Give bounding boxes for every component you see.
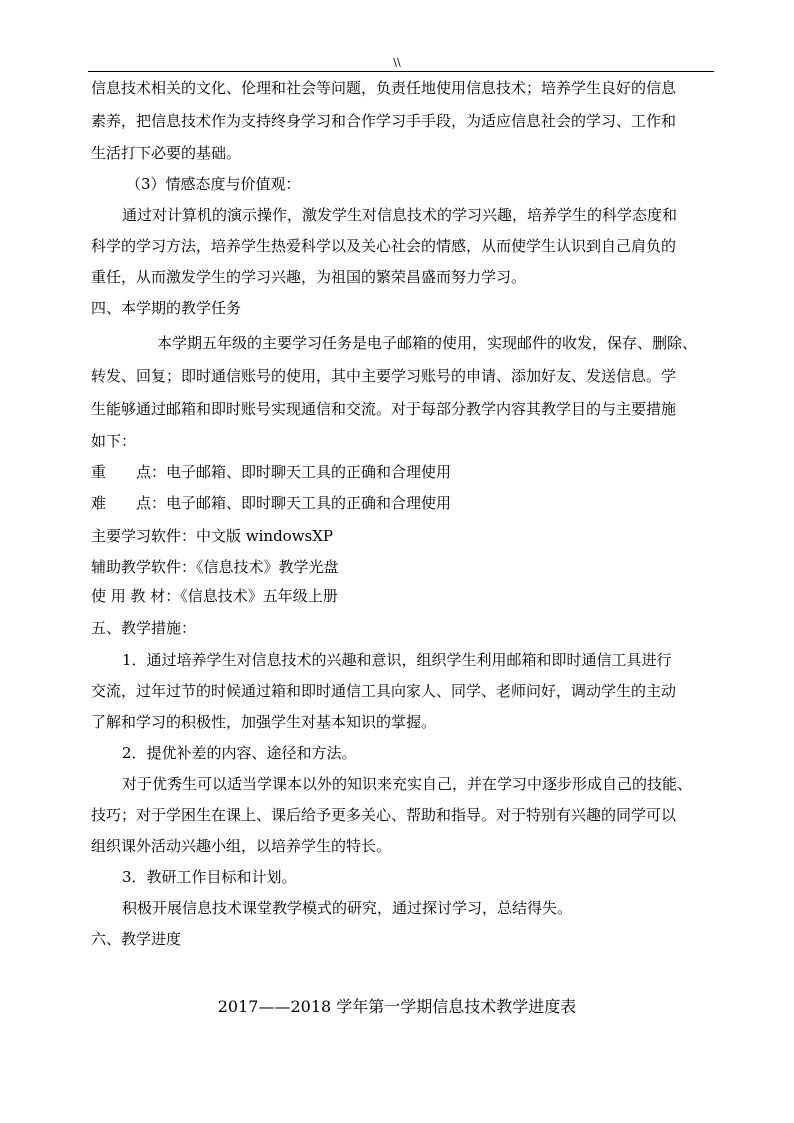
body-line: 生活打下必要的基础。 <box>91 144 242 162</box>
body-line: 组织课外活动兴趣小组，以培养学生的特长。 <box>91 837 392 855</box>
section-heading: 四、本学期的教学任务 <box>91 299 242 317</box>
body-line: 2．提优补差的内容、途径和方法。 <box>122 744 357 762</box>
body-line: 交流，过年过节的时候通过箱和即时通信工具向家人、同学、老师问好，调动学生的主动 <box>91 682 677 700</box>
body-line: 科学的学习方法，培养学生热爱科学以及关心社会的情感，从而使学生认识到自己肩负的 <box>91 237 677 255</box>
body-line: 素养，把信息技术作为支持终身学习和合作学习手手段，为适应信息社会的学习、工作和 <box>91 112 677 130</box>
body-line: 转发、回复；即时通信账号的使用，其中主要学习账号的申请、添加好友、发送信息。学 <box>91 367 677 385</box>
body-line: 3．教研工作目标和计划。 <box>122 868 297 886</box>
body-line: 通过对计算机的演示操作，激发学生对信息技术的学习兴趣，培养学生的科学态度和 <box>122 206 678 224</box>
page-header-mark: \\ <box>393 56 401 69</box>
schedule-table-title: 2017——2018 学年第一学期信息技术教学进度表 <box>217 997 577 1016</box>
body-line: 1．通过培养学生对信息技术的兴趣和意识，组织学生利用邮箱和即时通信工具进行 <box>122 651 672 669</box>
key-point-line: 重 点：电子邮箱、即时聊天工具的正确和合理使用 <box>91 463 452 481</box>
body-line: 生能够通过邮箱和即时账号实现通信和交流。对于每部分教学内容其教学目的与主要措施 <box>91 400 677 418</box>
subheading: （3）情感态度与价值观： <box>126 175 301 193</box>
software-line: 主要学习软件：中文版 windowsXP <box>91 527 334 545</box>
body-line: 积极开展信息技术课堂教学模式的研究，通过探讨学习，总结得失。 <box>122 899 573 917</box>
textbook-line: 使 用 教 材：《信息技术》五年级上册 <box>91 587 338 605</box>
body-line: 了解和学习的积极性，加强学生对基本知识的掌握。 <box>91 713 437 731</box>
aux-software-line: 辅助教学软件：《信息技术》教学光盘 <box>91 558 339 576</box>
section-heading: 六、教学进度 <box>91 930 182 948</box>
body-line: 如下： <box>91 432 137 450</box>
section-heading: 五、教学措施： <box>91 619 197 637</box>
difficulty-line: 难 点：电子邮箱、即时聊天工具的正确和合理使用 <box>91 494 452 512</box>
body-line: 信息技术相关的文化、伦理和社会等问题，负责任地使用信息技术；培养学生良好的信息 <box>91 79 677 97</box>
body-line: 本学期五年级的主要学习任务是电子邮箱的使用，实现邮件的收发，保存、删除、 <box>157 334 698 352</box>
body-line: 对于优秀生可以适当学课本以外的知识来充实自己，并在学习中逐步形成自己的技能、 <box>122 775 693 793</box>
body-line: 技巧；对于学困生在课上、课后给予更多关心、帮助和指导。对于特别有兴趣的同学可以 <box>91 806 677 824</box>
body-line: 重任，从而激发学生的学习兴趣，为祖国的繁荣昌盛而努力学习。 <box>91 268 527 286</box>
header-rule <box>88 71 714 72</box>
